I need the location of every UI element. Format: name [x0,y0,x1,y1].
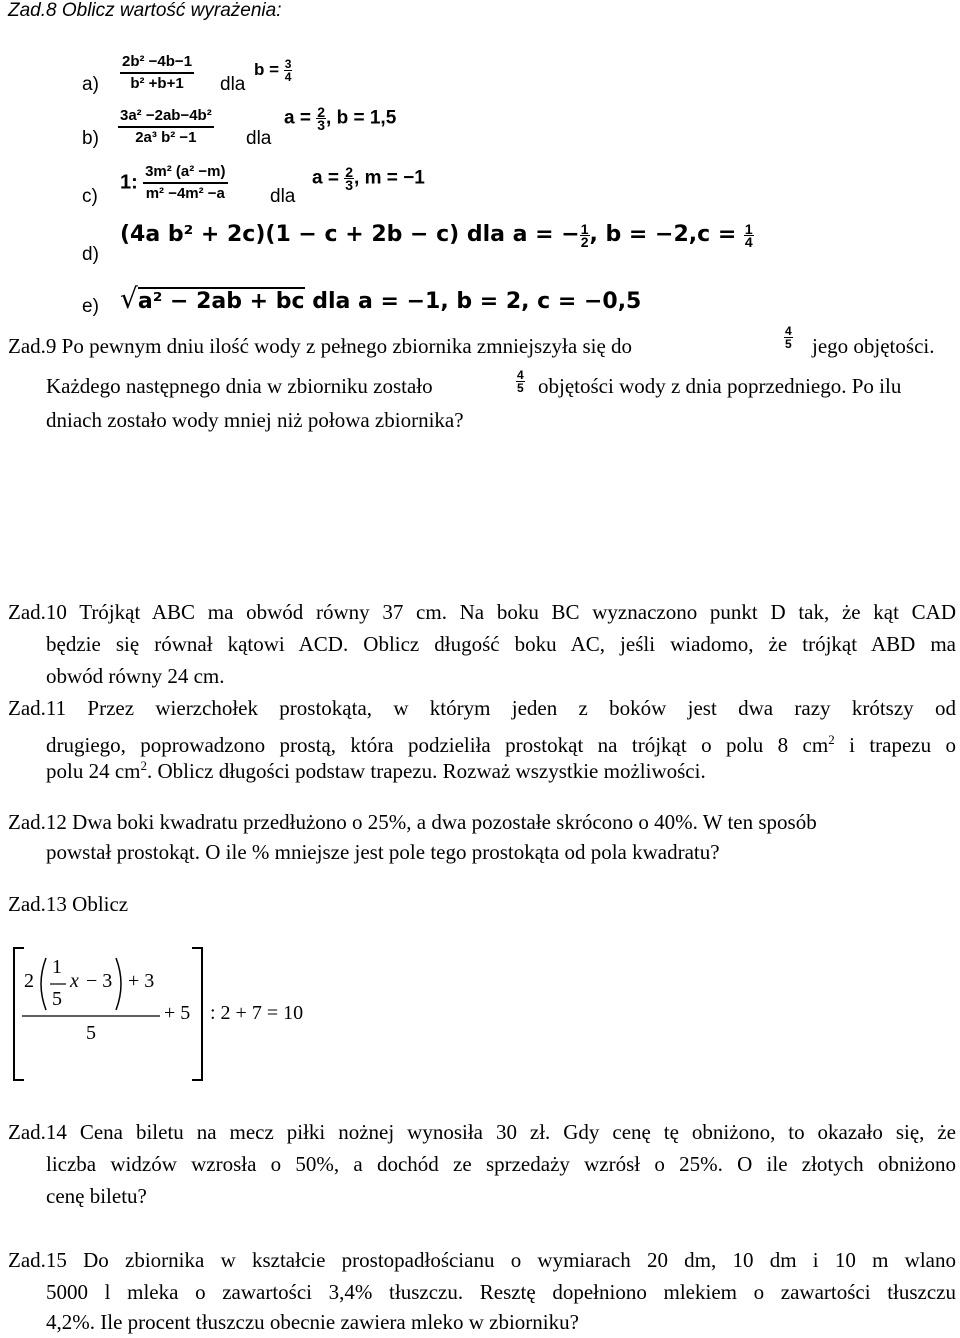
zad8-item-a-label: a) [82,74,99,95]
zad8-a-numerator: 2b² −4b−1 [120,52,194,74]
zad8-c-cond-var: a = [312,167,345,189]
zad8-b-cond-tail: , b = 1,5 [326,107,397,129]
zad8-d-expr: (4a b² + 2c)(1 − c + 2b − c) dla a = − [120,222,580,247]
zad12-line2: powstał prostokąt. O ile % mniejsze jest pole tego prostokąta od pola kwadratu? [46,840,720,864]
zad11-line1: Zad.11 Przez wierzchołek prostokąta, w którym jeden z boków jest dwa razy krótszy od [8,696,956,720]
zad15-line1: Zad.15 Do zbiornika w kształcie prostopadłościanu o wymiarach 20 dm, 10 dm i 10 m wlano [8,1248,956,1272]
zad8-c-cond-den: 3 [345,177,354,193]
zad8-a-cond-den: 4 [284,70,292,84]
zad13-one: 1 [52,956,62,978]
zad9-frac2-den: 5 [517,381,524,395]
zad8-e-radicand: a² − 2ab + bc [137,289,305,314]
zad8-b-cond-var: a = [284,107,317,129]
zad11-line3-end: . Oblicz długości podstaw trapezu. Rozważ wszystkie możliwości. [147,759,706,783]
zad8-d-c1-den: 2 [580,233,589,250]
zad8-b-denominator: 2a³ b² −1 [135,129,197,146]
zad8-c-numerator: 3m² (a² −m) [143,162,227,184]
zad8-d-c2-den: 4 [744,233,753,250]
zad9-line2: Każdego następnego dnia w zbiorniku zostało [46,374,433,398]
zad11-line2-end: i trapezu o [834,733,956,757]
zad8-c-cond-num: 2 [345,164,354,180]
zad8-item-b-label: b) [82,128,99,149]
zad13-coef-2: 2 [24,970,34,992]
zad10-line2: będzie się równał kątowi ACD. Oblicz długość boku AC, jeśli wiadomo, że trójkąt ABD ma [46,632,956,656]
zad8-title: Zad.8 Oblicz wartość wyrażenia: [8,0,282,21]
zad8-item-e-label: e) [82,296,99,317]
zad13-tail: : 2 + 7 = 10 [210,1002,304,1024]
zad13-minus-3: − 3 [86,970,113,992]
zad10-line3: obwód równy 24 cm. [46,664,225,688]
zad12-line1: Zad.12 Dwa boki kwadratu przedłużono o 25%, a dwa pozostałe skrócono o 40%. W ten sposób [8,810,817,834]
zad8-e-radical-sign: √ [120,282,138,315]
zad13-right-bracket [192,948,202,1080]
zad13-five-small: 5 [52,988,62,1010]
zad8-b-cond-den: 3 [317,117,326,133]
zad14-line2: liczba widzów wzrosła o 50%, a dochód ze sprzedaży wzrósł o 25%. O ile złotych obniżono [46,1152,956,1176]
zad13-denominator-5: 5 [86,1022,96,1044]
zad8-item-c-label: c) [82,186,98,207]
zad8-item-d-label: d) [82,244,99,265]
zad8-c-denominator: m² −4m² −a [145,185,225,202]
zad13-x: x [70,970,79,992]
zad11-line2-text: drugiego, poprowadzono prostą, która podzieliła prostokąt na trójkąt o polu 8 cm [46,733,829,757]
zad14-line1: Zad.14 Cena biletu na mecz piłki nożnej wynosiła 30 zł. Gdy cenę tę obniżono, to okazało się, że [8,1120,956,1144]
zad8-d-mid: , b = −2,c = [589,222,744,247]
zad10-line1: Zad.10 Trójkąt ABC ma obwód równy 37 cm. Na boku BC wyznaczono punkt D tak, że kąt CAD [8,600,956,624]
zad11-line3-sup: 2 [140,758,147,773]
zad8-b-cond-num: 2 [317,104,326,120]
zad9-line1: Zad.9 Po pewnym dniu ilość wody z pełnego zbiornika zmniejszyła się do [8,334,633,358]
zad13-plus-3: + 3 [128,970,155,992]
zad9-frac1-den: 5 [785,337,792,351]
zad8-d-c2-num: 1 [744,220,753,237]
zad8-d-c1-num: 1 [580,220,589,237]
zad8-a-cond-num: 3 [284,57,292,71]
zad11-line2-sup: 2 [828,732,835,747]
zad8-item-b-dla: dla [246,128,272,149]
zad8-e-tail: dla a = −1, b = 2, c = −0,5 [304,289,642,314]
zad9-frac1-num: 4 [785,324,792,338]
zad8-a-cond-var: b = [254,59,284,79]
zad8-item-c-dla: dla [270,186,296,207]
zad13-title: Zad.13 Oblicz [8,892,129,916]
zad15-line3: 4,2%. Ile procent tłuszczu obecnie zawiera mleko w zbiorniku? [46,1310,579,1334]
zad8-item-a-dla: dla [220,74,246,95]
zad9-line3: dniach zostało wody mniej niż połowa zbiornika? [46,408,464,432]
zad15-line2: 5000 l mleka o zawartości 3,4% tłuszczu. Resztę dopełniono mlekiem o zawartości tłuszczu [46,1280,956,1304]
zad9-frac2-num: 4 [517,368,524,382]
zad13-right-paren [116,958,121,1010]
zad9-line2-end: objętości wody z dnia poprzedniego. Po ilu [538,374,902,398]
zad8-c-cond-tail: , m = −1 [354,167,425,189]
zad11-line3-text: polu 24 cm [46,759,141,783]
zad8-b-numerator: 3a² −2ab−4b² [118,106,214,128]
zad14-line3: cenę biletu? [46,1184,147,1208]
zad8-c-prefix: 1: [120,171,138,194]
zad8-a-denominator: b² +b+1 [130,75,184,92]
zad13-left-paren [41,958,46,1010]
zad9-line1-end: jego objętości. [812,334,935,358]
zad13-plus-5: + 5 [164,1002,191,1024]
zad13-left-bracket [14,948,24,1080]
